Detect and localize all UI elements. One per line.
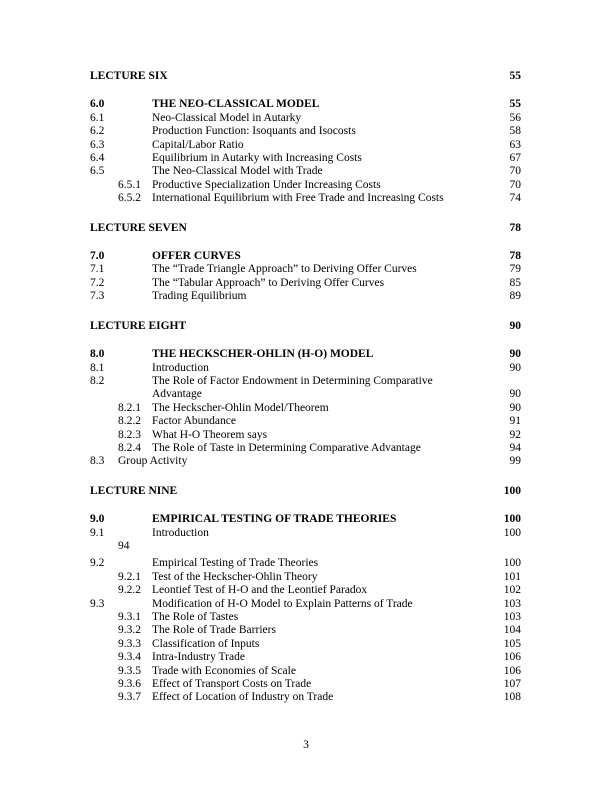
entry-title: EMPIRICAL TESTING OF TRADE THEORIES — [152, 513, 397, 526]
toc-entry-row — [90, 290, 521, 303]
entry-number: 7.1 — [90, 263, 105, 276]
toc-entry-row — [90, 455, 521, 468]
entry-page: 105 — [503, 637, 521, 650]
lecture-heading-page: 55 — [509, 70, 521, 82]
entry-page: 70 — [509, 165, 521, 178]
entry-page: 103 — [503, 611, 521, 623]
entry-title: Classification of Inputs — [152, 637, 260, 650]
toc-entry-row — [90, 540, 521, 553]
toc-entry-row — [90, 691, 521, 704]
entry-number: 6.5 — [90, 165, 105, 178]
entry-page: 90 — [509, 401, 521, 414]
toc-entry-row — [90, 571, 521, 584]
entry-title: The Heckscher-Ohlin Model/Theorem — [152, 401, 329, 414]
entry-number: 8.2.1 — [118, 401, 141, 414]
lecture-heading-title: LECTURE NINE — [90, 484, 178, 497]
entry-title: What H-O Theorem says — [152, 428, 268, 441]
toc-entries — [90, 348, 521, 469]
lecture-heading-row — [90, 320, 521, 333]
entry-page: 78 — [509, 250, 521, 263]
entry-title: THE HECKSCHER-OHLIN (H-O) MODEL — [152, 348, 374, 361]
page-footer — [0, 739, 612, 751]
toc-entry-row — [90, 638, 521, 651]
entry-number: 9.3 — [90, 597, 105, 610]
entry-page: 100 — [503, 526, 521, 539]
entry-page: 90 — [509, 361, 521, 374]
toc-entry-row — [90, 98, 521, 111]
entry-number: 9.3.7 — [118, 691, 141, 704]
entry-title: The Role of Trade Barriers — [152, 624, 276, 637]
entry-number: 9.0 — [90, 513, 105, 526]
entry-page: 100 — [503, 513, 521, 526]
lecture-heading-title: LECTURE EIGHT — [90, 319, 187, 332]
toc-entry-row — [90, 375, 521, 388]
page-number: 3 — [303, 739, 309, 751]
entry-number: 6.2 — [90, 125, 105, 138]
entry-number: 6.4 — [90, 152, 105, 165]
entry-number: 7.3 — [90, 290, 105, 303]
toc-section — [90, 485, 521, 705]
entry-title: Intra-Industry Trade — [152, 651, 245, 664]
toc-section — [90, 320, 521, 469]
lecture-heading-page: 100 — [503, 484, 521, 497]
entry-number: 8.2.4 — [118, 441, 141, 454]
entry-page: 70 — [509, 178, 521, 191]
toc-entry-row — [90, 388, 521, 401]
entry-title: Trading Equilibrium — [152, 290, 247, 303]
entry-title: Group Activity — [118, 455, 188, 468]
toc-section — [90, 222, 521, 304]
entry-page: 94 — [509, 441, 521, 454]
entry-title: Test of the Heckscher-Ohlin Theory — [152, 570, 318, 583]
entry-page: 103 — [503, 597, 521, 610]
entry-page: 56 — [509, 111, 521, 124]
toc-entry-row — [90, 611, 521, 624]
entry-number: 6.0 — [90, 98, 105, 111]
entry-title: Equilibrium in Autarky with Increasing Costs — [152, 152, 362, 165]
entry-page: 79 — [509, 263, 521, 276]
toc-entry-row — [90, 192, 521, 205]
toc-section — [90, 70, 521, 206]
toc-entry-row — [90, 527, 521, 540]
toc-entry-row — [90, 624, 521, 637]
entry-number: 6.5.2 — [118, 192, 141, 205]
toc-entry-row — [90, 250, 521, 263]
toc-entry-row — [90, 277, 521, 290]
entry-page: 55 — [509, 98, 521, 111]
entry-title: THE NEO-CLASSICAL MODEL — [152, 98, 320, 111]
entry-number: 8.0 — [90, 348, 105, 361]
entry-number: 7.2 — [90, 276, 105, 289]
entry-page: 90 — [509, 348, 521, 361]
entry-title: Neo-Classical Model in Autarky — [152, 111, 302, 124]
lecture-heading-page: 78 — [509, 221, 521, 234]
entry-title: Modification of H-O Model to Explain Patterns of Trade — [152, 597, 413, 610]
toc-entry-row — [90, 415, 521, 428]
toc-entry-row — [90, 139, 521, 152]
entry-number: 9.2 — [90, 557, 105, 570]
entry-title: Effect of Location of Industry on Trade — [152, 691, 334, 704]
entry-title: The “Trade Triangle Approach” to Deriving Offer Curves — [152, 263, 417, 276]
entry-number: 9.3.5 — [118, 664, 141, 677]
toc-entry-row — [90, 665, 521, 678]
entry-page: 67 — [509, 152, 521, 165]
toc-entry-row — [90, 651, 521, 664]
lecture-heading-page: 90 — [509, 319, 521, 332]
toc-entry-row — [90, 112, 521, 125]
entry-title: Factor Abundance — [152, 415, 236, 428]
entry-number: 8.1 — [90, 361, 105, 374]
lecture-heading-title: LECTURE SEVEN — [90, 221, 187, 234]
entry-number: 9.1 — [90, 526, 105, 539]
entry-title: The Role of Taste in Determining Comparative Advantage — [152, 441, 421, 454]
entry-page: 90 — [509, 388, 521, 401]
toc-entry-row — [90, 165, 521, 178]
entry-title: The “Tabular Approach” to Deriving Offer Curves — [152, 276, 385, 289]
entry-page: 104 — [503, 624, 521, 637]
lecture-heading-title: LECTURE SIX — [90, 70, 168, 82]
toc-entries — [90, 513, 521, 705]
toc-entry-row — [90, 152, 521, 165]
entry-number: 8.2.2 — [118, 415, 141, 428]
entry-title: International Equilibrium with Free Trade and Increasing Costs — [152, 192, 444, 205]
entry-number: 9.3.2 — [118, 624, 141, 637]
entry-title: Leontief Test of H-O and the Leontief Paradox — [152, 584, 368, 597]
entry-title: Capital/Labor Ratio — [152, 138, 244, 151]
toc-entry-row — [90, 513, 521, 526]
toc-entry-row — [90, 263, 521, 276]
entry-page: 85 — [509, 276, 521, 289]
entry-number: 9.2.2 — [118, 584, 141, 597]
toc-entry-row — [90, 678, 521, 691]
entry-page: 99 — [509, 455, 521, 468]
entry-page: 101 — [503, 570, 521, 583]
toc-entry-row — [90, 348, 521, 361]
entry-page: 102 — [503, 584, 521, 597]
entry-number: 9.3.6 — [118, 678, 141, 691]
toc-entry-row — [90, 584, 521, 597]
lecture-heading-row — [90, 485, 521, 498]
entry-page: 92 — [509, 428, 521, 441]
toc-entry-row — [90, 402, 521, 415]
toc-entry-row — [90, 557, 521, 570]
toc-entries — [90, 98, 521, 205]
toc-entry-row — [90, 429, 521, 442]
entry-title: Trade with Economies of Scale — [152, 664, 296, 677]
entry-number: 8.3 — [90, 455, 105, 468]
entry-title: Effect of Transport Costs on Trade — [152, 678, 312, 691]
entry-page: 106 — [503, 651, 521, 664]
entry-title: 94 — [118, 539, 130, 552]
entry-title: The Neo-Classical Model with Trade — [152, 165, 323, 178]
entry-page: 100 — [503, 557, 521, 570]
entry-title: The Role of Factor Endowment in Determining Comparative — [152, 374, 433, 387]
entry-number: 9.3.3 — [118, 637, 141, 650]
entry-title: Introduction — [152, 526, 209, 539]
toc-entry-row — [90, 362, 521, 375]
entry-number: 9.2.1 — [118, 570, 141, 583]
lecture-heading-row — [90, 222, 521, 235]
entry-title: Advantage — [152, 388, 202, 401]
entry-page: 63 — [509, 138, 521, 151]
entry-number: 8.2 — [90, 374, 105, 387]
entry-title: Productive Specialization Under Increasing Costs — [152, 178, 381, 191]
entry-title: The Role of Tastes — [152, 611, 239, 623]
entry-page: 58 — [509, 125, 521, 138]
entry-number: 8.2.3 — [118, 428, 141, 441]
toc-entry-row — [90, 598, 521, 611]
entry-page: 89 — [509, 290, 521, 303]
entry-page: 106 — [503, 664, 521, 677]
entry-page: 108 — [503, 691, 521, 704]
entry-number: 7.0 — [90, 250, 105, 263]
entry-page: 91 — [509, 415, 521, 428]
table-of-contents — [90, 70, 521, 705]
toc-entry-row — [90, 125, 521, 138]
entry-title: OFFER CURVES — [152, 250, 241, 263]
entry-title: Introduction — [152, 361, 209, 374]
entry-number: 9.3.1 — [118, 611, 141, 623]
entry-page: 107 — [503, 678, 521, 691]
entry-number: 6.1 — [90, 111, 105, 124]
entry-page: 74 — [509, 192, 521, 205]
entry-number: 6.3 — [90, 138, 105, 151]
entry-title: Production Function: Isoquants and Isocosts — [152, 125, 356, 138]
entry-number: 6.5.1 — [118, 178, 141, 191]
toc-entry-row — [90, 179, 521, 192]
toc-entries — [90, 250, 521, 304]
entry-number: 9.3.4 — [118, 651, 141, 664]
toc-entry-row — [90, 442, 521, 455]
entry-title: Empirical Testing of Trade Theories — [152, 557, 319, 570]
lecture-heading-row — [90, 70, 521, 83]
